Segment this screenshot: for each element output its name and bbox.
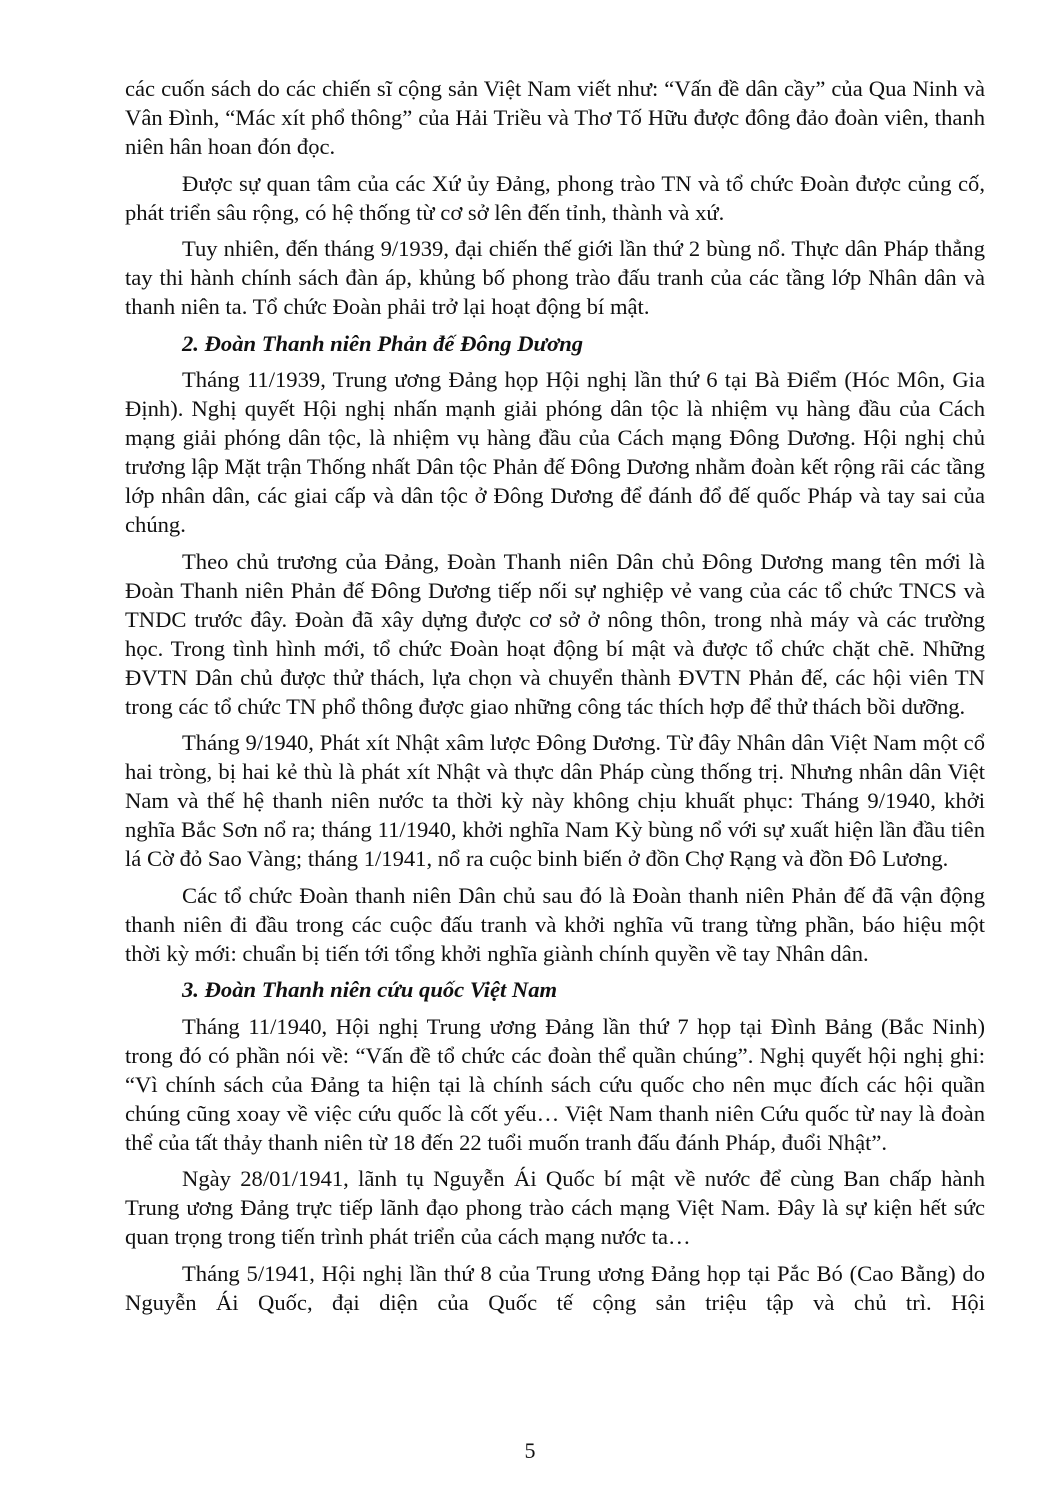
section-heading: 2. Đoàn Thanh niên Phản đế Đông Dương bbox=[182, 330, 584, 356]
paragraph: Tháng 5/1941, Hội nghị lần thứ 8 của Trung ương Đảng họp tại Pắc Bó (Cao Bằng) do Nguyễn Ái Quốc, đại diện của Quốc tế cộng sản triệu tập và chủ trì. Hội bbox=[125, 1260, 985, 1315]
paragraph: Ngày 28/01/1941, lãnh tụ Nguyễn Ái Quốc bí mật về nước để cùng Ban chấp hành Trung ương Đảng trực tiếp lãnh đạo phong trào cách mạng Việt Nam. Đây là sự kiện hết sức quan trọng trong tiến trình phát triển của cách mạng nước ta… bbox=[125, 1166, 985, 1249]
paragraph: Tháng 9/1940, Phát xít Nhật xâm lược Đông Dương. Từ đây Nhân dân Việt Nam một cổ hai tròng, bị hai kẻ thù là phát xít Nhật và thực dân Pháp cùng thống trị. Nhưng nhân dân Việt Nam và thế hệ thanh niên nước ta thời kỳ này không chịu khuất phục: Tháng 9/1940, khởi nghĩa Bắc Sơn nổ ra; tháng 11/1940, khởi nghĩa Nam Kỳ bùng nổ với sự xuất hiện lần đầu tiên lá Cờ đỏ Sao Vàng; tháng 1/1941, nổ ra cuộc binh biến ở đồn Chợ Rạng và đồn Đô Lương. bbox=[125, 730, 985, 871]
paragraph: Được sự quan tâm của các Xứ ủy Đảng, phong trào TN và tổ chức Đoàn được củng cố, phát triển sâu rộng, có hệ thống từ cơ sở lên đến tỉnh, thành và xứ. bbox=[125, 170, 985, 225]
paragraph: Theo chủ trương của Đảng, Đoàn Thanh niên Dân chủ Đông Dương mang tên mới là Đoàn Thanh niên Phản đế Đông Dương tiếp nối sự nghiệp vẻ vang của các tổ chức TNCS và TNDC trước đây. Đoàn đã xây dựng được cơ sở ở nông thôn, trong nhà máy và các trường học. Trong tình hình mới, tổ chức Đoàn hoạt động bí mật và được tổ chức chặt chẽ. Những ĐVTN Dân chủ được thử thách, lựa chọn và chuyển thành ĐVTN Phản đế, các hội viên TN trong các tổ chức TN phổ thông được giao những công tác thích hợp để thử thách bồi dưỡng. bbox=[125, 548, 985, 719]
paragraph: Tháng 11/1939, Trung ương Đảng họp Hội nghị lần thứ 6 tại Bà Điểm (Hóc Môn, Gia Định). Nghị quyết Hội nghị nhấn mạnh giải phóng dân tộc là nhiệm vụ hàng đầu của Cách mạng giải phóng dân tộc, là nhiệm vụ hàng đầu của Cách mạng Đông Dương. Hội nghị chủ trương lập Mặt trận Thống nhất Dân tộc Phản đế Đông Dương nhằm đoàn kết rộng rãi các tầng lớp nhân dân, các giai cấp và dân tộc ở Đông Dương để đánh đổ đế quốc Pháp và tay sai của chúng. bbox=[125, 367, 985, 537]
section-heading: 3. Đoàn Thanh niên cứu quốc Việt Nam bbox=[182, 977, 558, 1002]
paragraph: các cuốn sách do các chiến sĩ cộng sản Việt Nam viết như: “Vấn đề dân cầy” của Qua Ninh và Vân Đình, “Mác xít phổ thông” của Hải Triều và Thơ Tố Hữu được đông đảo đoàn viên, thanh niên hân hoan đón đọc. bbox=[125, 76, 985, 159]
paragraph: Các tổ chức Đoàn thanh niên Dân chủ sau đó là Đoàn thanh niên Phản đế đã vận động thanh niên đi đầu trong các cuộc đấu tranh và khởi nghĩa vũ trang từng phần, báo hiệu một thời kỳ mới: chuẩn bị tiến tới tổng khởi nghĩa giành chính quyền về tay Nhân dân. bbox=[125, 882, 985, 966]
page-number: 5 bbox=[524, 1438, 536, 1463]
paragraph: Tháng 11/1940, Hội nghị Trung ương Đảng lần thứ 7 họp tại Đình Bảng (Bắc Ninh) trong đó có phần nói về: “Vấn đề tổ chức các đoàn thể quần chúng”. Nghị quyết hội nghị ghi: “Vì chính sách của Đảng ta hiện tại là chính sách cứu quốc cho nên mục đích các hội quần chúng cũng xoay về việc cứu quốc là cốt yếu… Việt Nam thanh niên Cứu quốc từ nay là đoàn thể của tất thảy thanh niên từ 18 đến 22 tuổi muốn tranh đấu đánh Pháp, đuổi Nhật”. bbox=[125, 1013, 985, 1155]
paragraph: Tuy nhiên, đến tháng 9/1939, đại chiến thế giới lần thứ 2 bùng nổ. Thực dân Pháp thẳng tay thi hành chính sách đàn áp, khủng bố phong trào đấu tranh của các tầng lớp Nhân dân và thanh niên ta. Tổ chức Đoàn phải trở lại hoạt động bí mật. bbox=[125, 236, 985, 319]
document-page bbox=[125, 74, 985, 1324]
